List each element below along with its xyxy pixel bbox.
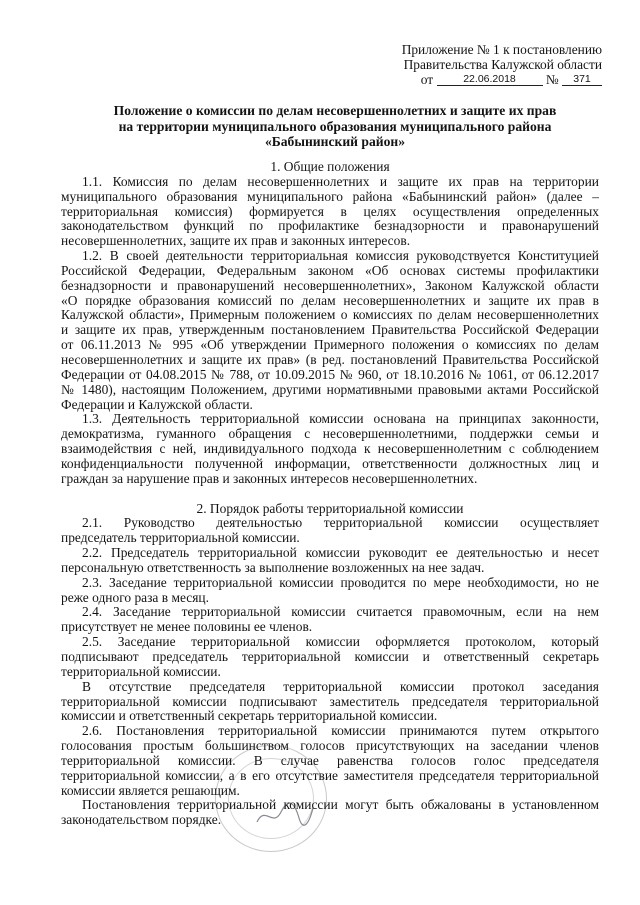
section-1-heading: 1. Общие положения [270, 159, 390, 174]
text-line: комиссии и ответственный секретарь территориальной комиссии. [61, 709, 438, 724]
appendix-number-label: № [545, 72, 559, 87]
text-line: Федерации от 04.08.2015 № 788, от 10.09.2015 № 960, от 18.10.2016 № 1061, от 06.12.2017 [61, 367, 599, 382]
text-line: территориальной комиссии. В случае равенства голосов голос председателя [61, 753, 599, 768]
appendix-header [372, 42, 602, 87]
appendix-from-label: от [420, 72, 434, 87]
paragraph-1-1 [61, 175, 599, 249]
text-line: демократизма, гуманного обращения с несовершеннолетними, поддержки семьи и [61, 427, 599, 442]
document-body [61, 160, 599, 828]
section-2-heading: 2. Порядок работы территориальной комиссии [196, 500, 464, 516]
text-line: несовершеннолетних и защите их прав» (в ред. постановлений Правительства Российской [61, 352, 599, 367]
text-line: 2.2. Председатель территориальной комиссии руководит ее деятельностью и несет [82, 546, 599, 561]
text-line: безнадзорности и правонарушений несовершеннолетних», Законом Калужской области [61, 278, 599, 293]
paragraph-2-2 [61, 546, 599, 576]
text-line: от 06.11.2013 № 995 «Об утверждении Примерного положения о комиссиях по делам [61, 338, 599, 353]
text-line: несовершеннолетних, защите их прав и законных интересов. [61, 234, 411, 249]
paragraph-2-5-continued [61, 680, 599, 725]
text-line: законодательством порядке. [61, 813, 222, 828]
text-line: председатель территориальной комиссии. [61, 531, 300, 546]
paragraph-2-6 [61, 724, 599, 798]
paragraph-2-6-continued [61, 798, 599, 828]
text-line: персональную ответственность за выполнение возложенных на нее задач. [61, 560, 485, 575]
text-line: 1.2. В своей деятельности территориальная комиссия руководствуется Конституцией [82, 249, 599, 264]
text-line: № 1480), настоящим Положением, другими нормативными правовыми актами Российской [61, 382, 599, 397]
text-line: 1.3. Деятельность территориальной комиссии основана на принципах законности, [82, 412, 599, 427]
title-line-2: на территории муниципального образования муниципального района [118, 118, 552, 134]
text-line: конфиденциальности полученной информации, ответственности должностных лиц и [61, 456, 599, 471]
text-line: реже одного раза в месяц. [61, 590, 209, 605]
text-line: Российской Федерации, Федеральным законом «Об основах системы профилактики [61, 263, 599, 278]
text-line: В отсутствие председателя территориальной комиссии протокол заседания [82, 679, 599, 694]
appendix-date-row [372, 72, 602, 87]
text-line: муниципального образования муниципального района «Бабынинский район» (далее – [61, 189, 599, 204]
text-line: подписывают председатель территориальной комиссии и ответственный секретарь [61, 650, 599, 664]
appendix-number: 371 [562, 74, 602, 86]
text-line: территориальной комиссии. [61, 664, 221, 679]
text-line: законодательством функций по профилактике безнадзорности и правонарушений [61, 219, 599, 234]
title-line-3: «Бабынинский район» [264, 134, 406, 149]
appendix-line-2: Правительства Калужской области [403, 57, 602, 72]
text-line: голосования простым большинством голосов присутствующих на заседании членов [61, 739, 599, 754]
paragraph-2-1 [61, 516, 599, 546]
paragraph-2-3 [61, 576, 599, 606]
text-line: территориальной комиссии, а в его отсутствие заместителя председателя территориальной [61, 768, 599, 783]
text-line: «О порядке образования комиссий по делам несовершеннолетних и защите их прав в [61, 293, 599, 308]
text-line: граждан за нарушение прав и законных интересов несовершеннолетних. [61, 471, 478, 486]
text-line: 2.1. Руководство деятельностью территориальной комиссии осуществляет [82, 516, 599, 531]
text-line: Калужской области», Примерным положением о комиссиях по делам несовершеннолетних [61, 308, 599, 323]
paragraph-1-3 [61, 412, 599, 486]
text-line: 2.5. Заседание территориальной комиссии оформляется протоколом, который [82, 635, 599, 650]
text-line: взаимодействия с ней, индивидуального подхода к несовершеннолетним с соблюдением [61, 442, 599, 457]
text-line: 2.3. Заседание территориальной комиссии проводится по мере необходимости, но не [82, 575, 599, 590]
section-gap [61, 487, 599, 502]
title-line-1: Положение о комиссии по делам несовершеннолетних и защите их прав [113, 103, 557, 118]
text-line: Постановления территориальной комиссии могут быть обжалованы в установленном [82, 798, 599, 813]
appendix-line-1: Приложение № 1 к постановлению [401, 42, 602, 57]
paragraph-1-2 [61, 249, 599, 412]
text-line: и защите их прав, утвержденным постановлением Правительства Российской Федерации [61, 323, 599, 338]
text-line: 1.1. Комиссия по делам несовершеннолетних и защите их прав на территории [82, 174, 599, 189]
paragraph-2-4 [61, 605, 599, 635]
text-line: присутствует не менее половины ее членов. [61, 620, 313, 635]
document-title [60, 103, 610, 150]
text-line: территориальной комиссии подписывают заместитель председателя территориальной [61, 694, 599, 709]
text-line: 2.4. Заседание территориальной комиссии считается правомочным, если на нем [82, 605, 599, 620]
paragraph-2-5 [61, 635, 599, 680]
appendix-date: 22.06.2018 [437, 74, 543, 86]
text-line: территориальная комиссия) формируется в целях осуществления определенных [61, 204, 599, 219]
text-line: Федерации и Калужской области. [61, 397, 253, 412]
text-line: комиссии является решающим. [61, 783, 240, 798]
text-line: 2.6. Постановления территориальной комиссии принимаются путем открытого [82, 724, 599, 739]
